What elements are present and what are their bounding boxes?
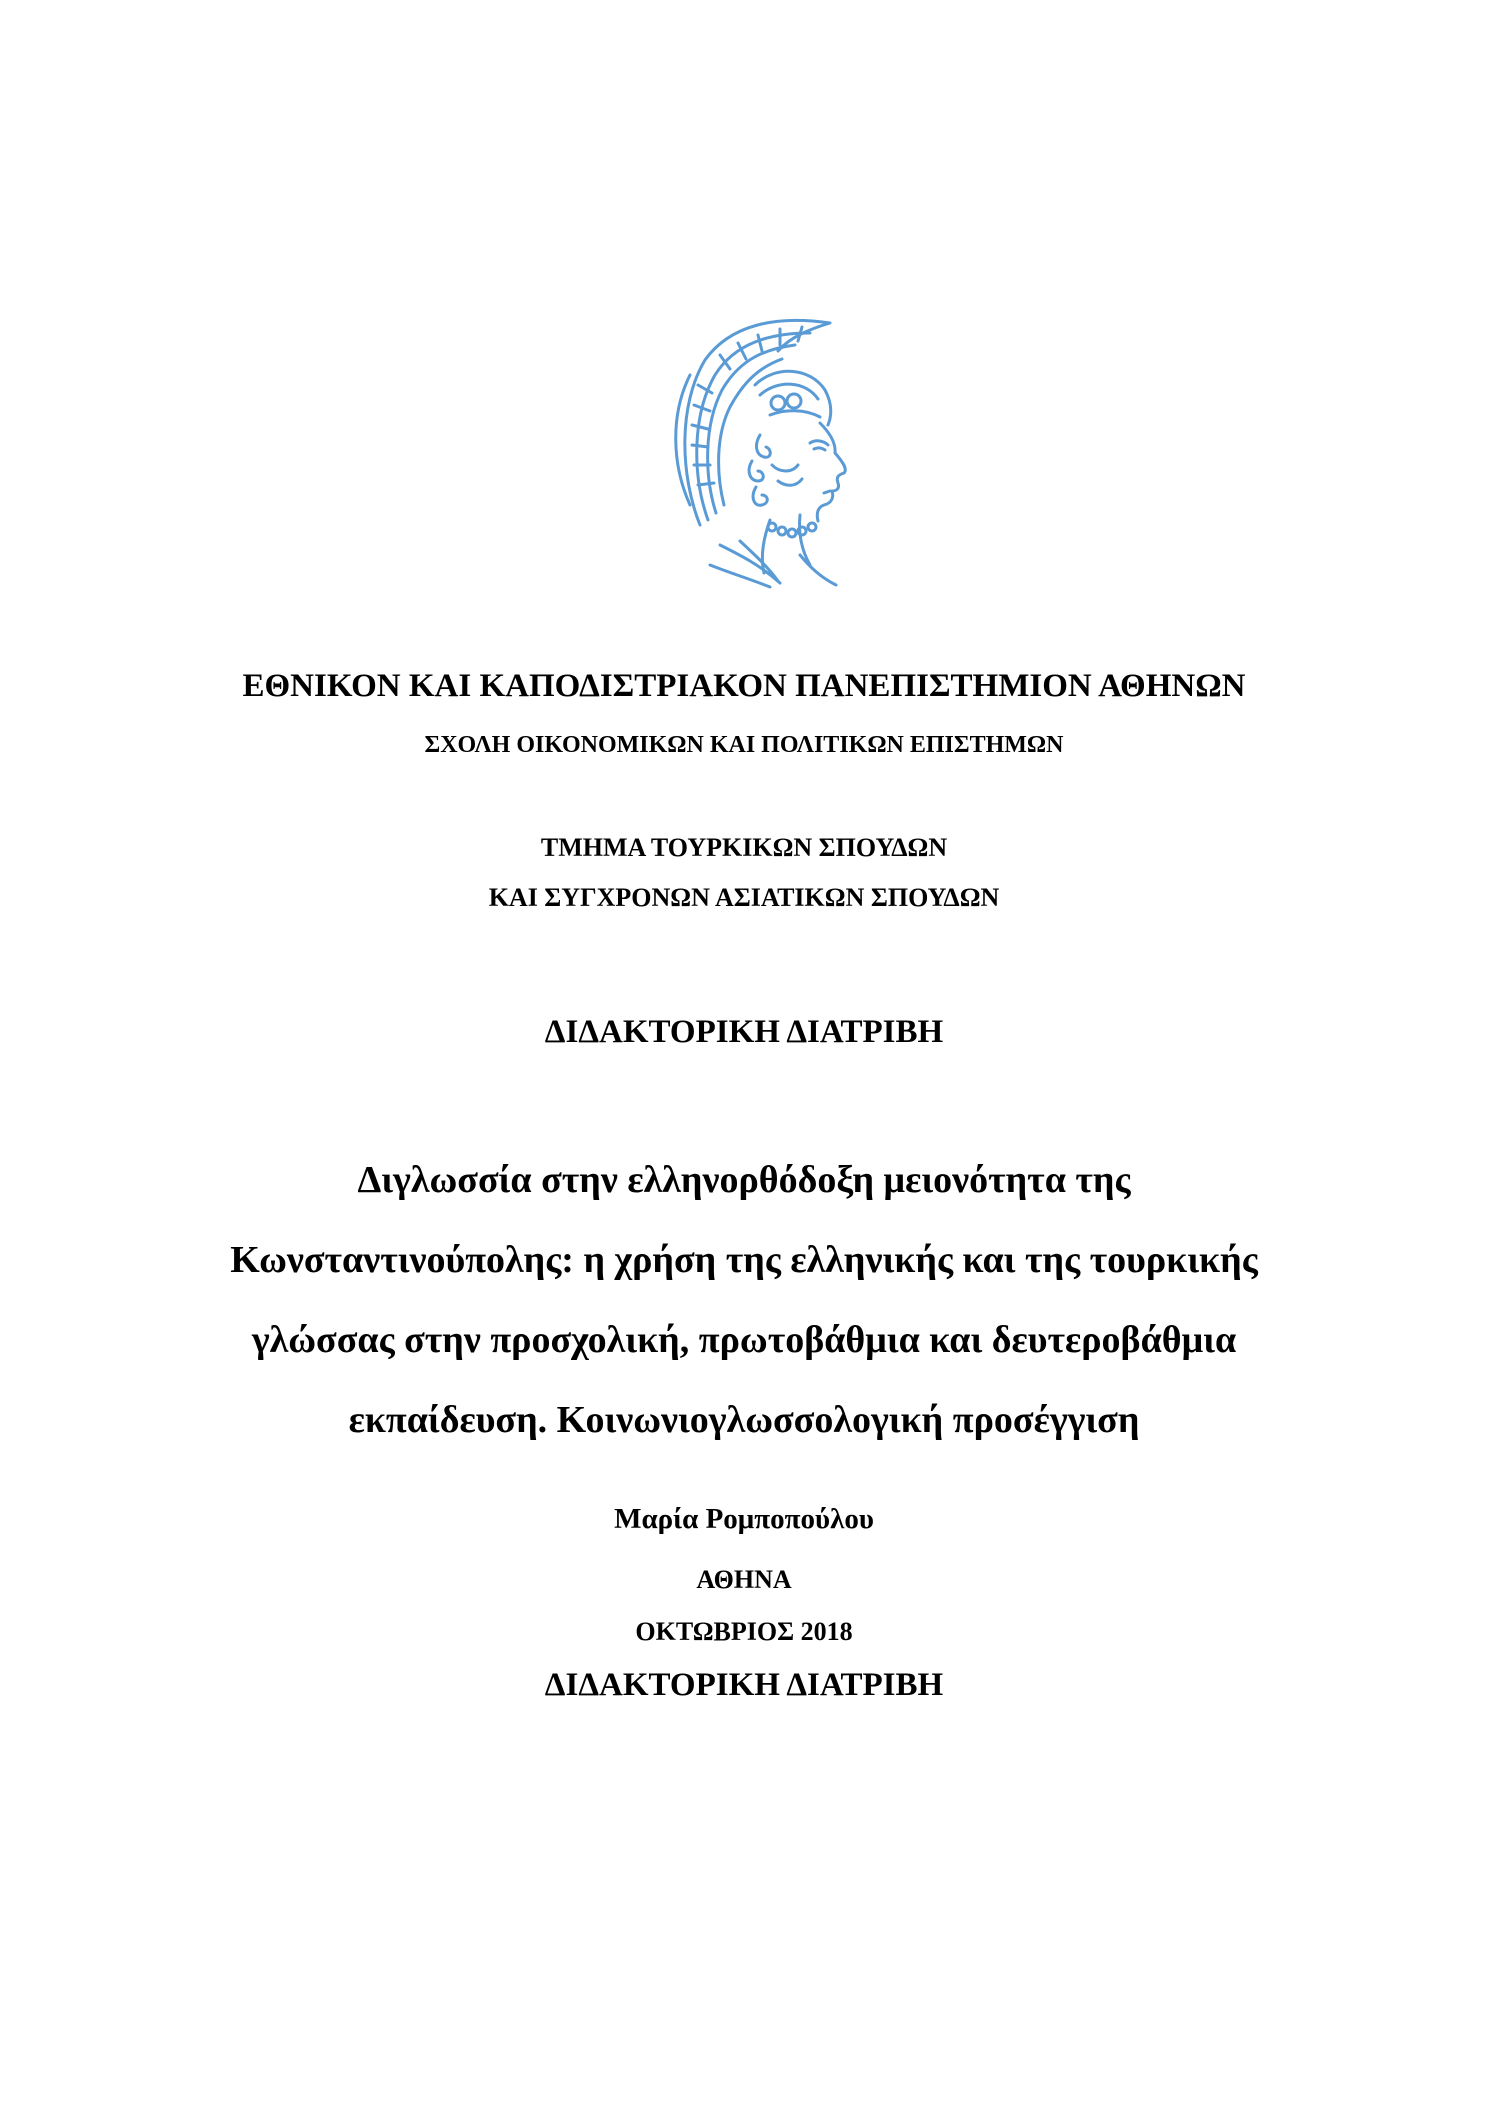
department-name-line-1: ΤΜΗΜΑ ΤΟΥΡΚΙΚΩΝ ΣΠΟΥΔΩΝ (540, 833, 948, 862)
thesis-title-line-2: Κωνσταντινούπολης: η χρήση της ελληνικής και της τουρκικής (230, 1239, 1258, 1281)
document-type: ΔΙΔΑΚΤΟΡΙΚΗ ΔΙΑΤΡΙΒΗ (544, 1014, 944, 1050)
university-name: ΕΘΝΙΚΟΝ ΚΑΙ ΚΑΠΟΔΙΣΤΡΙΑΚΟΝ ΠΑΝΕΠΙΣΤΗΜΙΟΝ ΑΘΗΝΩΝ (242, 668, 1246, 704)
thesis-title-line-1: Διγλωσσία στην ελληνορθόδοξη μειονότητα της (357, 1159, 1131, 1201)
thesis-title-line-4: εκπαίδευση. Κοινωνιογλωσσολογική προσέγγιση (348, 1399, 1140, 1441)
athena-head-logo-icon (660, 315, 860, 590)
author-name: Μαρία Ρομποπούλου (614, 1503, 874, 1535)
department-name-line-2: ΚΑΙ ΣΥΓΧΡΟΝΩΝ ΑΣΙΑΤΙΚΩΝ ΣΠΟΥΔΩΝ (488, 883, 1000, 912)
date: ΟΚΤΩΒΡΙΟΣ 2018 (635, 1617, 853, 1646)
thesis-title-line-3: γλώσσας στην προσχολική, πρωτοβάθμια και δευτεροβάθμια (251, 1319, 1237, 1361)
document-type-footer: ΔΙΔΑΚΤΟΡΙΚΗ ΔΙΑΤΡΙΒΗ (544, 1667, 944, 1703)
city: ΑΘΗΝΑ (696, 1565, 792, 1594)
thesis-title (0, 1140, 1488, 1460)
school-name: ΣΧΟΛΗ ΟΙΚΟΝΟΜΙΚΩΝ ΚΑΙ ΠΟΛΙΤΙΚΩΝ ΕΠΙΣΤΗΜΩΝ (424, 732, 1064, 758)
